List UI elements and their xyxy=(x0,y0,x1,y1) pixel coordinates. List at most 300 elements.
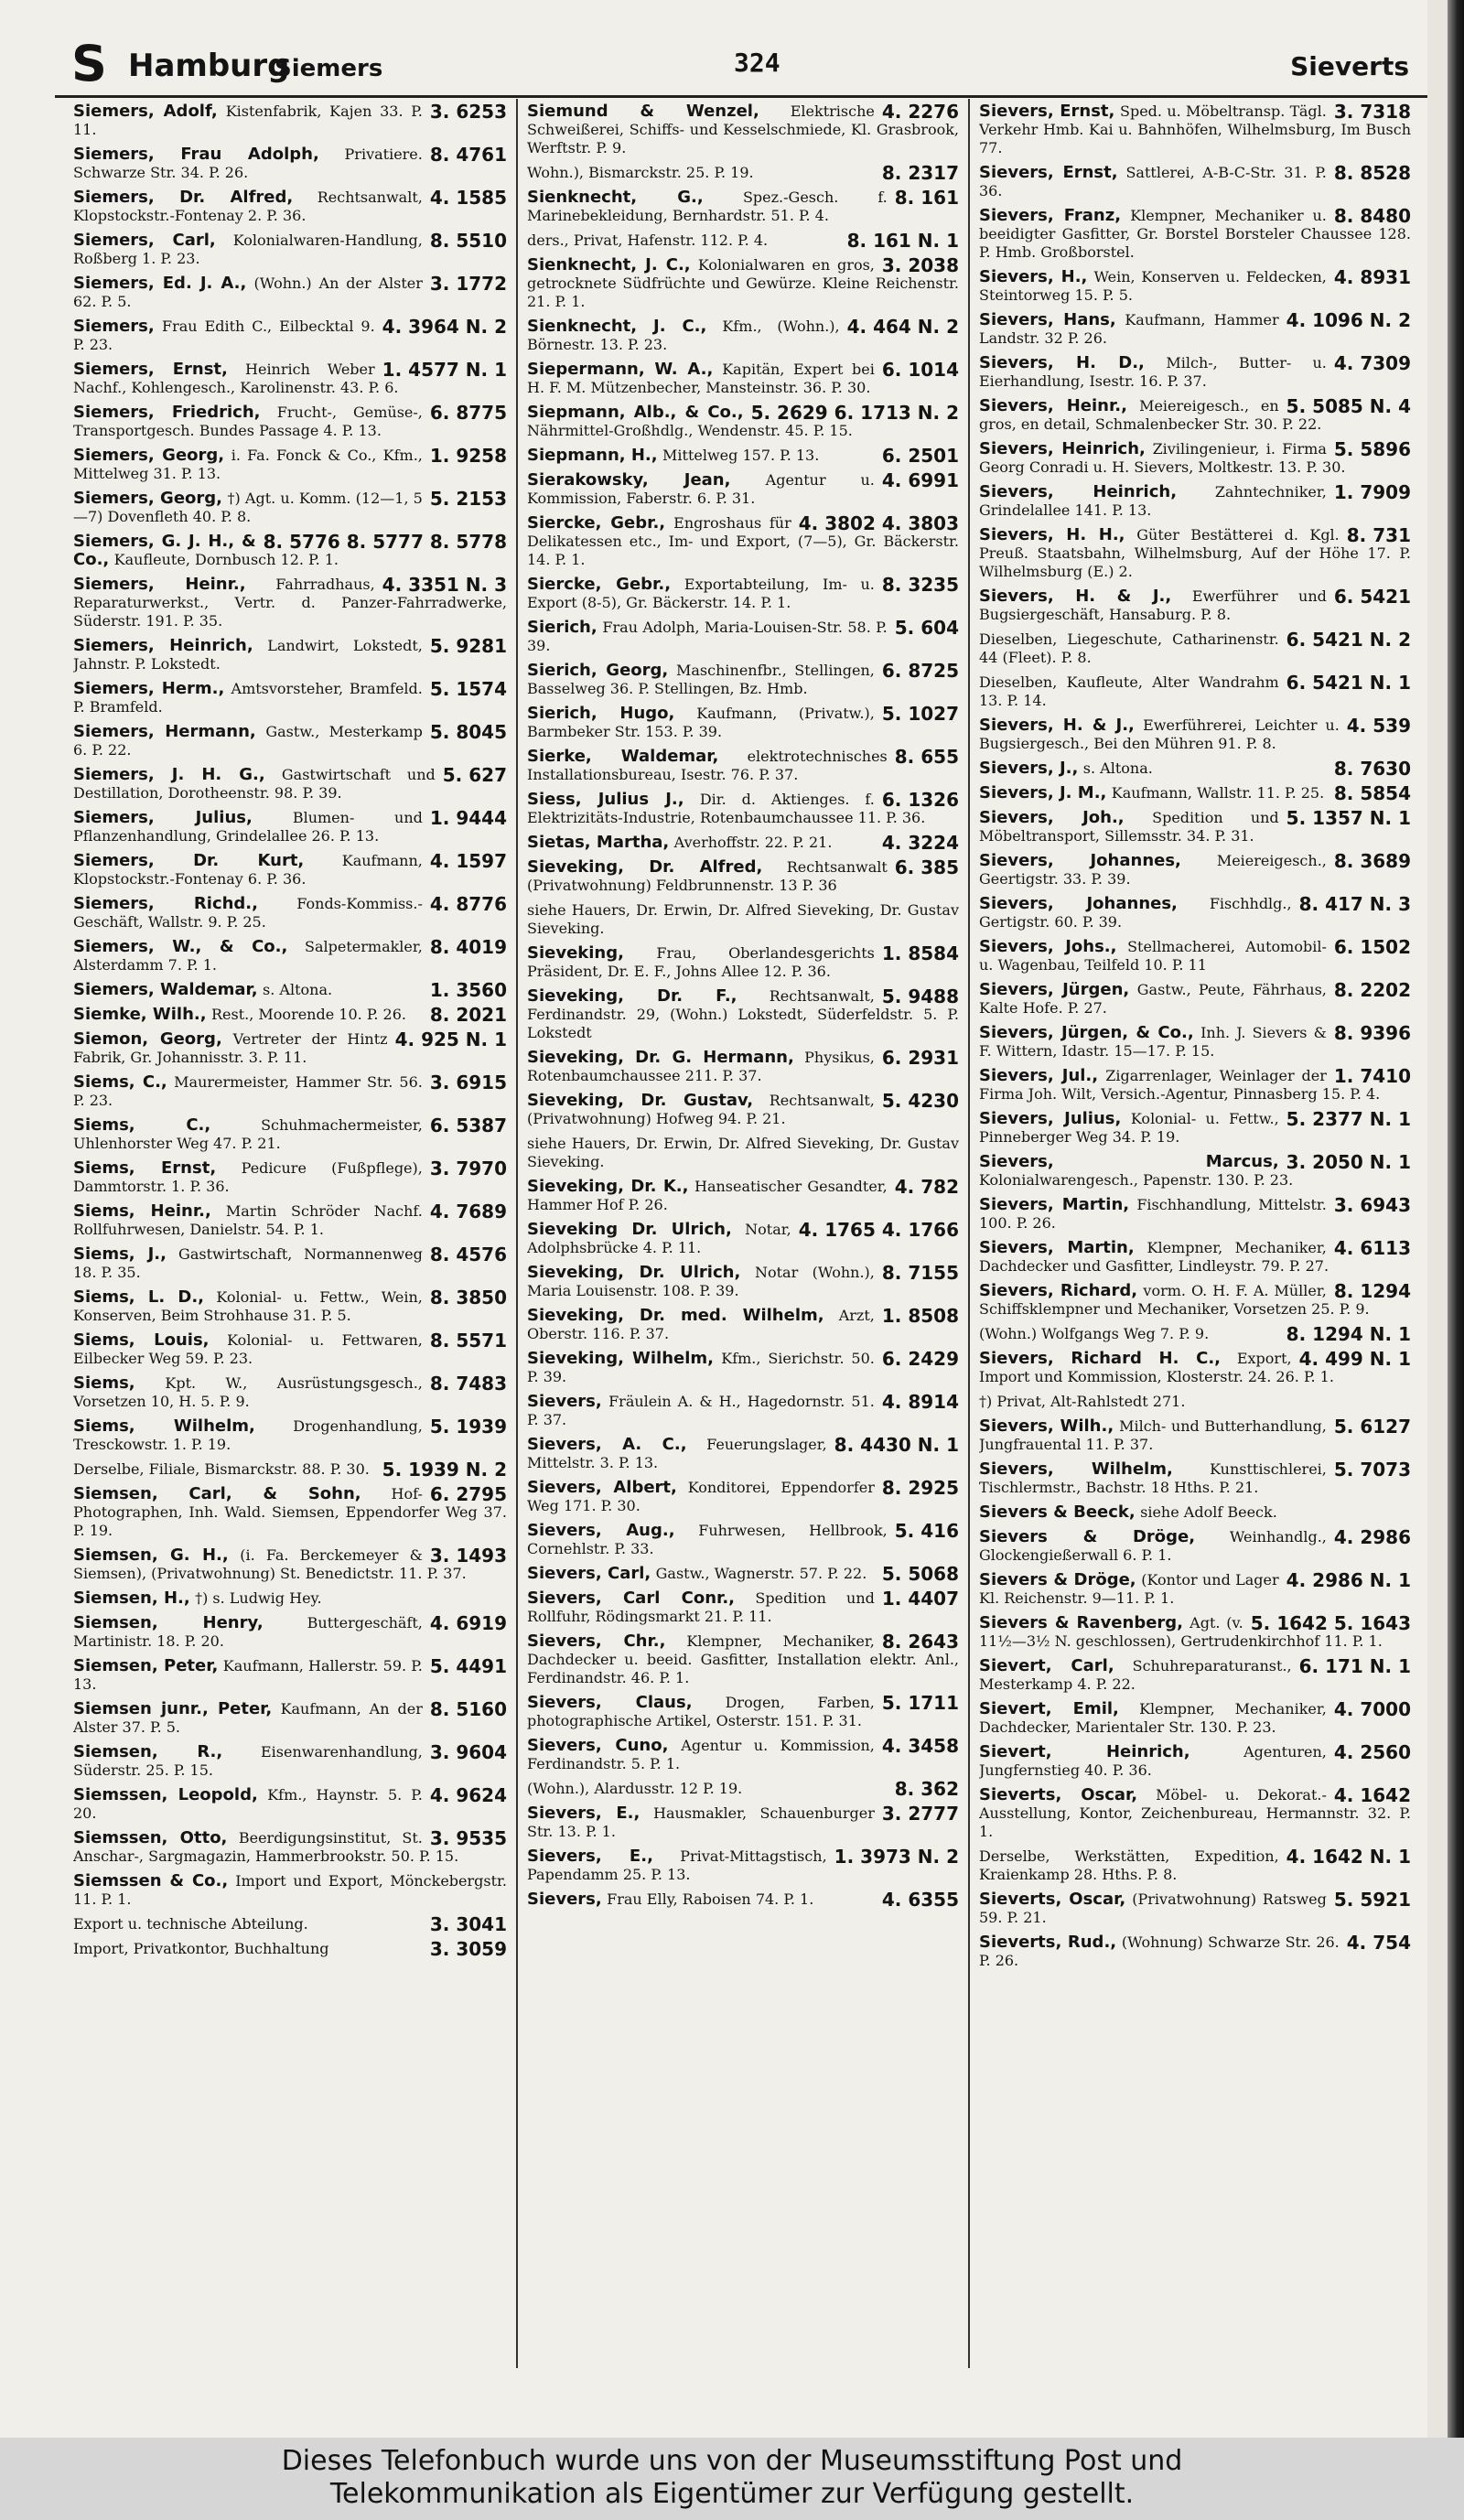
phone-number: 4. 7309 xyxy=(1333,354,1411,374)
entry-description: Fischhandlung, Mittelstr. 100. P. 26. xyxy=(979,1196,1327,1232)
phone-number: 8. 2021 xyxy=(429,1006,507,1024)
directory-entry xyxy=(527,944,959,981)
directory-entry xyxy=(527,1479,959,1515)
phone-number: 5. 627 xyxy=(442,766,507,786)
directory-entry xyxy=(979,716,1411,753)
directory-entry xyxy=(527,1350,959,1386)
directory-entry xyxy=(979,1933,1411,1970)
phone-number: 8. 5776 8. 5777 8. 5778 xyxy=(263,533,507,553)
entry-name: Sieveking, Dr. K., xyxy=(527,1178,689,1196)
entry-description: Meiereigesch., Geertigstr. 33. P. 39. xyxy=(979,852,1327,888)
phone-number: 4. 1642 N. 1 xyxy=(1286,1847,1411,1868)
entry-description: Amtsvorsteher, Bramfeld. P. Bramfeld. xyxy=(73,680,423,716)
phone-number: 5. 6127 xyxy=(1333,1417,1411,1438)
phone-number: 3. 9535 xyxy=(429,1829,507,1849)
phone-number: 4. 2560 xyxy=(1333,1743,1411,1763)
entry-description: Notar (Wohn.), Maria Louisenstr. 108. P. 39. xyxy=(527,1264,875,1299)
entry-name: Siems, xyxy=(73,1374,135,1393)
entry-name: Siemers, Heinrich, xyxy=(73,637,253,655)
directory-entry xyxy=(527,447,959,465)
entry-description: Frau, Oberlandesgerichts Präsident, Dr. E. F., Johns Allee 12. P. 36. xyxy=(527,944,875,980)
directory-entry xyxy=(979,1614,1411,1651)
phone-number: 5. 2629 6. 1713 N. 2 xyxy=(750,404,959,424)
phone-number: 6. 1014 xyxy=(881,361,959,381)
entry-description: Weinhandlg., Glockengießerwall 6. P. 1. xyxy=(979,1528,1327,1564)
directory-entry xyxy=(527,705,959,741)
directory-entry xyxy=(527,1092,959,1128)
phone-number: 4. 1096 N. 2 xyxy=(1286,311,1411,331)
phone-number: 6. 171 N. 1 xyxy=(1298,1657,1411,1677)
entry-name: Siemers, W., & Co., xyxy=(73,938,288,956)
directory-entry xyxy=(73,447,507,483)
phone-number: 1. 4577 N. 1 xyxy=(382,361,507,381)
phone-number: 5. 5896 xyxy=(1333,440,1411,460)
entry-description: Privat-Mittagstisch, Papendamm 25. P. 13. xyxy=(527,1847,827,1883)
entry-name: Sieveking Dr. Ulrich, xyxy=(527,1221,732,1239)
directory-entry xyxy=(527,404,959,440)
phone-number: 8. 731 xyxy=(1346,526,1411,546)
entry-name: Sievers, Martin, xyxy=(979,1239,1135,1257)
phone-number: 8. 7630 xyxy=(1333,759,1411,778)
entry-description: Rest., Moorende 10. P. 26. xyxy=(211,1006,406,1023)
phone-number: 8. 1294 N. 1 xyxy=(1286,1325,1411,1343)
entry-description: Kfm., Haynstr. 5. P. 20. xyxy=(73,1786,423,1822)
entry-name: Sievert, Heinrich, xyxy=(979,1743,1190,1761)
directory-entry xyxy=(979,1743,1411,1780)
phone-number: 8. 5571 xyxy=(429,1331,507,1352)
phone-number: 8. 417 N. 3 xyxy=(1298,895,1411,915)
phone-number: 5. 1027 xyxy=(881,705,959,725)
phone-number: 6. 8725 xyxy=(881,662,959,682)
directory-entry xyxy=(73,1700,507,1737)
directory-entry xyxy=(979,440,1411,477)
entry-description: Fahrradhaus, Reparaturwerkst., Vertr. d. Panzer-Fahrradwerke, Süderstr. 191. P. 35. xyxy=(73,576,507,630)
entry-description: Spedition und Möbeltransport, Sillemsstr. 34. P. 31. xyxy=(979,809,1279,845)
section-letter: S xyxy=(71,35,107,92)
directory-entry xyxy=(527,232,959,250)
entry-name: Siemsen, Henry, xyxy=(73,1614,264,1632)
entry-name: Sieveking, Dr. Alfred, xyxy=(527,858,763,877)
directory-entry xyxy=(527,576,959,612)
directory-entry xyxy=(979,483,1411,520)
directory-entry xyxy=(527,102,959,157)
phone-number: 3. 7318 xyxy=(1333,102,1411,123)
entry-description: Import und Export, Mönckebergstr. 11. P. 1. xyxy=(73,1872,507,1908)
directory-entry xyxy=(73,361,507,397)
directory-entry xyxy=(979,311,1411,348)
entry-description: Kolonial- u. Fettw., Pinneberger Weg 34. P. 19. xyxy=(979,1110,1279,1146)
entry-name: Sievers & Dröge, xyxy=(979,1528,1196,1546)
phone-number: 8. 1294 xyxy=(1333,1282,1411,1302)
directory-entry xyxy=(73,1657,507,1694)
phone-number: 5. 1574 xyxy=(429,680,507,700)
entry-name: Siepmann, Alb., & Co., xyxy=(527,404,744,422)
entry-description: Wein, Konserven u. Feldecken, Steintorweg 15. P. 5. xyxy=(979,268,1327,304)
entry-name: Sierich, xyxy=(527,619,597,637)
entry-description: ders., Privat, Hafenstr. 112. P. 4. xyxy=(527,232,769,249)
entry-name: Sievers, Claus, xyxy=(527,1694,693,1712)
city-name: Hamburg xyxy=(128,48,290,84)
entry-name: Sievers, xyxy=(527,1393,602,1411)
directory-entry xyxy=(73,637,507,673)
phone-number: 6. 1326 xyxy=(881,791,959,811)
phone-number: 6. 2795 xyxy=(429,1485,507,1505)
entry-description: Kaufleute, Dornbusch 12. P. 1. xyxy=(113,551,339,568)
page-header xyxy=(55,37,1427,98)
phone-number: 4. 3964 N. 2 xyxy=(382,318,507,338)
directory-entry xyxy=(73,852,507,888)
entry-name: Sievers, Richard, xyxy=(979,1282,1138,1300)
entry-description: Engroshaus für Delikatessen etc., Im- und Export, (7—5), Gr. Bäckerstr. 14. P. 1. xyxy=(527,514,959,568)
directory-entry xyxy=(73,1417,507,1454)
entry-description: Beerdigungsinstitut, St. Anschar-, Sargmagazin, Hammerbrookstr. 50. P. 15. xyxy=(73,1829,459,1865)
entry-name: Siemsen, Carl, & Sohn, xyxy=(73,1485,361,1503)
entry-description: Martin Schröder Nachf. Rollfuhrwesen, Danielstr. 54. P. 1. xyxy=(73,1202,423,1238)
directory-entry xyxy=(527,1804,959,1841)
entry-description: Hanseatischer Gesandter, Hammer Hof P. 26. xyxy=(527,1178,888,1213)
entry-name: Sievers, Carl, xyxy=(527,1565,651,1583)
entry-description: i. Fa. Fonck & Co., Kfm., Mittelweg 31. P. 13. xyxy=(73,447,423,482)
entry-description: Buttergeschäft, Martinistr. 18. P. 20. xyxy=(73,1614,423,1650)
entry-description: Klempner, Mechaniker, Dachdecker u. beeid. Gasfitter, Installation elektr. Anl., Ferdinandstr. 46. P. 1. xyxy=(527,1632,959,1686)
entry-description: Frucht-, Gemüse-, Transportgesch. Bundes Passage 4. P. 13. xyxy=(73,404,423,439)
entry-description: siehe Hauers, Dr. Erwin, Dr. Alfred Sieveking, Dr. Gustav Sieveking. xyxy=(527,901,959,937)
entry-description: Frau Adolph, Maria-Louisen-Str. 58. P. 39. xyxy=(527,619,888,654)
entry-description: Export u. technische Abteilung. xyxy=(73,1915,308,1933)
phone-number: 8. 655 xyxy=(894,748,959,768)
entry-name: Sievers, Jürgen, xyxy=(979,981,1130,999)
phone-number: 5. 1711 xyxy=(881,1694,959,1714)
entry-description: Sattlerei, A-B-C-Str. 31. P. 36. xyxy=(979,164,1327,199)
phone-number: 3. 3059 xyxy=(429,1940,507,1958)
phone-number: 3. 1493 xyxy=(429,1546,507,1567)
entry-description: Fuhrwesen, Hellbrook, Cornehlstr. P. 33. xyxy=(527,1522,888,1557)
directory-entry xyxy=(73,1589,507,1608)
phone-number: 3. 1772 xyxy=(429,275,507,295)
entry-name: Sievers, Hans, xyxy=(979,311,1116,329)
entry-name: Siemers, Waldemar, xyxy=(73,981,258,999)
directory-column-2 xyxy=(516,99,968,2368)
entry-name: Sievers, Jürgen, & Co., xyxy=(979,1024,1194,1042)
directory-entry xyxy=(979,852,1411,888)
directory-entry xyxy=(73,1374,507,1411)
entry-name: Sievers, Richard H. C., xyxy=(979,1350,1221,1368)
directory-entry xyxy=(979,1282,1411,1319)
directory-entry xyxy=(73,1614,507,1651)
phone-number: 1. 3973 N. 2 xyxy=(834,1847,959,1868)
phone-number: 8. 5854 xyxy=(1333,784,1411,802)
entry-name: Siemers, Georg, xyxy=(73,447,225,465)
entry-name: Siemers, Ed. J. A., xyxy=(73,275,247,293)
directory-entry xyxy=(73,1030,507,1067)
entry-name: Sievers, Wilhelm, xyxy=(979,1460,1173,1479)
phone-number: 6. 2931 xyxy=(881,1049,959,1069)
entry-description: Ewerführerei, Leichter u. Bugsiergesch., Bei den Mühren 91. P. 8. xyxy=(979,716,1340,752)
directory-entry xyxy=(73,895,507,932)
entry-description: Salpetermakler, Alsterdamm 7. P. 1. xyxy=(73,938,423,974)
phone-number: 6. 5421 N. 1 xyxy=(1286,673,1411,694)
directory-entry xyxy=(979,1460,1411,1497)
entry-name: Siems, L. D., xyxy=(73,1288,204,1307)
entry-name: Siemers, Adolf, xyxy=(73,102,218,121)
directory-entry xyxy=(979,526,1411,581)
directory-entry xyxy=(979,981,1411,1018)
entry-name: Siems, Heinr., xyxy=(73,1202,211,1221)
entry-description: Sped. u. Möbeltransp. Tägl. Verkehr Hmb. Kai u. Bahnhöfen, Wilhelmsburg, Im Busch 77. xyxy=(979,102,1411,156)
entry-description: Schuhreparaturanst., Mesterkamp 4. P. 22. xyxy=(979,1657,1292,1693)
directory-entry xyxy=(979,1700,1411,1737)
entry-description: Meiereigesch., en gros, en detail, Schmalenbecker Str. 30. P. 22. xyxy=(979,397,1322,433)
entry-description: Kolonialwaren-Handlung, Roßberg 1. P. 23. xyxy=(73,232,423,267)
phone-number: 1. 9444 xyxy=(429,809,507,829)
entry-name: Sieveking, Dr. Ulrich, xyxy=(527,1264,741,1282)
directory-entry xyxy=(527,1737,959,1773)
entry-name: Sievers, Franz, xyxy=(979,207,1122,225)
phone-number: 3. 6253 xyxy=(429,102,507,123)
entry-description: Spedition und Rollfuhr, Rödingsmarkt 21. P. 11. xyxy=(527,1589,875,1625)
entry-description: Dir. d. Aktienges. f. Elektrizitäts-Industrie, Rotenbaumchaussee 11. P. 36. xyxy=(527,791,926,826)
entry-description: Rechtsanwalt, Klopstockstr.-Fontenay 2. P. 36. xyxy=(73,188,423,224)
phone-number: 5. 604 xyxy=(894,619,959,639)
entry-description: Zahntechniker, Grindelallee 141. P. 13. xyxy=(979,483,1327,519)
phone-number: 4. 782 xyxy=(894,1178,959,1198)
phone-number: 4. 3458 xyxy=(881,1737,959,1757)
directory-entry xyxy=(979,1153,1411,1190)
entry-name: Sieverts, Oscar, xyxy=(979,1890,1126,1909)
entry-description: Fräulein A. & H., Hagedornstr. 51. P. 37. xyxy=(527,1393,875,1428)
entry-name: Sierakowsky, Jean, xyxy=(527,471,731,490)
directory-entry xyxy=(979,809,1411,845)
entry-name: Sievers, Joh., xyxy=(979,809,1125,827)
phone-number: 8. 7483 xyxy=(429,1374,507,1395)
directory-entry xyxy=(527,361,959,397)
entry-description: Mittelweg 157. P. 13. xyxy=(662,447,820,464)
entry-description: Import, Privatkontor, Buchhaltung xyxy=(73,1940,329,1957)
entry-description: Maurermeister, Hammer Str. 56. P. 23. xyxy=(73,1073,423,1109)
entry-description: Rechtsanwalt, Ferdinandstr. 29, (Wohn.) Lokstedt, Süderfeldstr. 5. P. Lokstedt xyxy=(527,987,959,1041)
entry-description: Eisenwarenhandlung, Süderstr. 25. P. 15. xyxy=(73,1743,423,1779)
directory-entry xyxy=(73,1245,507,1282)
entry-description: Hausmakler, Schauenburger Str. 13. P. 1. xyxy=(527,1804,875,1840)
entry-name: Siemsen, G. H., xyxy=(73,1546,229,1565)
entry-name: Sierich, Hugo, xyxy=(527,705,675,723)
phone-number: 8. 9396 xyxy=(1333,1024,1411,1044)
entry-description: Dieselben, Kaufleute, Alter Wandrahm 13. P. 14. xyxy=(979,673,1279,709)
phone-number: 8. 8480 xyxy=(1333,207,1411,227)
directory-columns xyxy=(64,99,1420,2368)
entry-description: Maschinenfbr., Stellingen, Basselweg 36. P. Stellingen, Bz. Hmb. xyxy=(527,662,875,697)
entry-name: Sievert, Carl, xyxy=(979,1657,1114,1675)
phone-number: 4. 3224 xyxy=(881,834,959,852)
entry-name: Siemsen, R., xyxy=(73,1743,223,1761)
directory-entry xyxy=(979,354,1411,391)
entry-name: Siemers, Georg, xyxy=(73,490,223,508)
entry-name: Siemers, Julius, xyxy=(73,809,253,827)
entry-description: s. Altona. xyxy=(263,981,333,998)
directory-entry xyxy=(527,1264,959,1300)
entry-description: (Kontor und Lager Kl. Reichenstr. 9—11. P. 1. xyxy=(979,1571,1279,1607)
directory-entry xyxy=(73,938,507,975)
entry-name: Siemund & Wenzel, xyxy=(527,102,759,121)
phone-number: 6. 385 xyxy=(894,858,959,878)
phone-number: 8. 3689 xyxy=(1333,852,1411,872)
entry-name: Siemsen, Peter, xyxy=(73,1657,219,1675)
entry-description: Fonds-Kommiss.-Geschäft, Wallstr. 9. P. 25. xyxy=(73,895,423,931)
directory-entry xyxy=(527,791,959,827)
directory-entry xyxy=(73,533,507,569)
entry-name: Sievers, Heinrich, xyxy=(979,483,1178,501)
entry-name: Sievers, E., xyxy=(527,1804,640,1823)
directory-entry xyxy=(979,1528,1411,1565)
entry-name: Siercke, Gebr., xyxy=(527,576,672,594)
entry-description: Agentur u. Kommission, Ferdinandstr. 5. P. 1. xyxy=(527,1737,875,1772)
directory-entry xyxy=(527,514,959,569)
entry-description: (Wohn.), Alardusstr. 12 P. 19. xyxy=(527,1780,743,1797)
directory-entry xyxy=(73,981,507,999)
entry-name: Siemers, Ernst, xyxy=(73,361,228,379)
directory-entry xyxy=(979,784,1411,802)
entry-name: Siemke, Wilh., xyxy=(73,1006,207,1024)
entry-name: Sievers, J. M., xyxy=(979,784,1107,802)
phone-number: 6. 2501 xyxy=(881,447,959,465)
directory-entry xyxy=(979,1503,1411,1522)
entry-description: siehe Hauers, Dr. Erwin, Dr. Alfred Sieveking, Dr. Gustav Sieveking. xyxy=(527,1135,959,1170)
entry-name: Siems, Ernst, xyxy=(73,1159,217,1178)
phone-number: 4. 1597 xyxy=(429,852,507,872)
entry-description: siehe Adolf Beeck. xyxy=(1140,1503,1277,1521)
directory-entry xyxy=(73,275,507,311)
phone-number: 4. 8931 xyxy=(1333,268,1411,288)
book-spine-shadow xyxy=(1448,0,1464,2438)
phone-number: 4. 3351 N. 3 xyxy=(382,576,507,596)
archive-footer xyxy=(0,2438,1464,2520)
directory-entry xyxy=(527,662,959,698)
entry-description: Klempner, Mechaniker, Dachdecker und Gasfitter, Lindleystr. 79. P. 27. xyxy=(979,1239,1329,1275)
entry-description: Kfm., Sierichstr. 50. P. 39. xyxy=(527,1350,875,1385)
directory-entry xyxy=(527,1436,959,1472)
phone-number: 3. 6943 xyxy=(1333,1196,1411,1216)
entry-name: Siemssen, Leopold, xyxy=(73,1786,258,1804)
entry-name: Sievers, Johannes, xyxy=(979,895,1178,913)
entry-description: Inh. J. Sievers & F. Wittern, Idastr. 15—17. P. 15. xyxy=(979,1024,1327,1060)
directory-entry xyxy=(979,207,1411,262)
phone-number: 4. 2986 xyxy=(1333,1528,1411,1548)
directory-entry xyxy=(527,1890,959,1909)
directory-entry xyxy=(979,759,1411,778)
phone-number: 1. 8508 xyxy=(881,1307,959,1327)
entry-description: Fischhdlg., Gertigstr. 60. P. 39. xyxy=(979,895,1292,931)
entry-description: Pedicure (Fußpflege), Dammtorstr. 1. P. 36. xyxy=(73,1159,423,1195)
phone-number: 8. 4576 xyxy=(429,1245,507,1265)
phone-number: 5. 9281 xyxy=(429,637,507,657)
phone-number: 1. 8584 xyxy=(881,944,959,964)
entry-name: Sienknecht, G., xyxy=(527,188,704,207)
entry-description: Klempner, Mechaniker u. beeidigter Gasfitter, Gr. Borstel Borsteler Chaussee 128. P. Hmb. Großborstel. xyxy=(979,207,1411,261)
phone-number: 5. 1939 xyxy=(429,1417,507,1438)
entry-name: Siems, Louis, xyxy=(73,1331,210,1350)
entry-name: Siess, Julius J., xyxy=(527,791,684,809)
entry-name: Sievers, Albert, xyxy=(527,1479,677,1497)
entry-description: Notar, Adolphsbrücke 4. P. 11. xyxy=(527,1221,791,1256)
entry-name: Sievert, Emil, xyxy=(979,1700,1119,1718)
directory-entry xyxy=(73,1460,507,1479)
adjacent-page-edge xyxy=(1427,0,1448,2438)
entry-description: Kunsttischlerei, Tischlermstr., Bachstr. 18 Hths. P. 21. xyxy=(979,1460,1327,1496)
entry-description: Agentur u. Kommission, Faberstr. 6. P. 31. xyxy=(527,471,875,507)
directory-entry xyxy=(73,1743,507,1780)
entry-name: Siems, J., xyxy=(73,1245,167,1264)
page-number: 324 xyxy=(734,48,780,78)
phone-number: 4. 6919 xyxy=(429,1614,507,1634)
phone-number: 8. 2317 xyxy=(881,164,959,182)
phone-number: 4. 539 xyxy=(1346,716,1411,737)
entry-description: Spez.-Gesch. f. Marinebekleidung, Bernhardstr. 51. P. 4. xyxy=(527,188,888,224)
phone-number: 8. 4430 N. 1 xyxy=(834,1436,959,1456)
phone-number: 4. 499 N. 1 xyxy=(1298,1350,1411,1370)
entry-name: Sievers & Ravenberg, xyxy=(979,1614,1184,1632)
last-entry-keyword: Sieverts xyxy=(1290,51,1409,81)
directory-entry xyxy=(73,490,507,526)
directory-entry xyxy=(979,164,1411,200)
entry-name: Siems, C., xyxy=(73,1116,211,1135)
directory-entry xyxy=(979,1571,1411,1608)
phone-number: 8. 8528 xyxy=(1333,164,1411,184)
directory-entry xyxy=(527,188,959,225)
phone-number: 4. 754 xyxy=(1346,1933,1411,1954)
first-entry-keyword: Siemers xyxy=(274,55,383,82)
phone-number: 4. 9624 xyxy=(429,1786,507,1806)
entry-name: Sievers & Beeck, xyxy=(979,1503,1136,1522)
entry-name: Sievers & Dröge, xyxy=(979,1571,1136,1589)
entry-name: Sieveking, xyxy=(527,944,624,963)
directory-entry xyxy=(73,576,507,630)
entry-name: Sievers, Carl Conr., xyxy=(527,1589,736,1608)
entry-description: Konditorei, Eppendorfer Weg 171. P. 30. xyxy=(527,1479,875,1514)
phone-number: 8. 161 N. 1 xyxy=(846,232,959,250)
footer-line-1: Dieses Telefonbuch wurde uns von der Museumsstiftung Post und xyxy=(281,2445,1183,2477)
entry-description: Kapitän, Expert bei H. F. M. Mützenbecher, Mansteinstr. 36. P. 30. xyxy=(527,361,875,396)
entry-name: Siems, Wilhelm, xyxy=(73,1417,255,1436)
entry-name: Siemers, Herm., xyxy=(73,680,225,698)
directory-entry xyxy=(527,471,959,508)
phone-number: 8. 362 xyxy=(894,1780,959,1798)
phone-number: 8. 4761 xyxy=(429,145,507,166)
entry-description: Gastw., Wagnerstr. 57. P. 22. xyxy=(655,1565,867,1582)
entry-description: Arzt, Oberstr. 116. P. 37. xyxy=(527,1307,875,1342)
entry-description: Kaufmann, Klopstockstr.-Fontenay 6. P. 36. xyxy=(73,852,423,888)
entry-name: Sievers, H. & J., xyxy=(979,587,1172,606)
directory-entry xyxy=(73,1872,507,1909)
footer-line-2: Telekommunikation als Eigentümer zur Verfügung gestellt. xyxy=(329,2478,1135,2510)
entry-name: Siemon, Georg, xyxy=(73,1030,222,1049)
entry-name: Sievers, E., xyxy=(527,1847,653,1866)
entry-description: Nährmittel-Großhdlg., Wendenstr. 45. P. 15. xyxy=(527,422,853,439)
phone-number: 4. 8914 xyxy=(881,1393,959,1413)
entry-name: Siemers, Richd., xyxy=(73,895,258,913)
entry-description: Kaufmann, An der Alster 37. P. 5. xyxy=(73,1700,423,1736)
entry-name: Siemers, Carl, xyxy=(73,232,216,250)
phone-number: 4. 2276 xyxy=(881,102,959,123)
phone-number: 4. 6355 xyxy=(881,1890,959,1909)
entry-description: Güter Bestätterei d. Kgl. Preuß. Staatsbahn, Wilhelmsburg, Auf der Höhe 17. P. Wilhelmsburg (E.) 2. xyxy=(979,526,1411,580)
entry-name: Sievers, J., xyxy=(979,759,1079,778)
entry-description: (Wohnung) Schwarze Str. 26. P. 26. xyxy=(979,1933,1340,1969)
phone-number: 5. 1642 5. 1643 xyxy=(1250,1614,1411,1634)
phone-number: 8. 161 xyxy=(894,188,959,209)
entry-name: Siemssen, Otto, xyxy=(73,1829,228,1847)
entry-description: Drogenhandlung, Tresckowstr. 1. P. 19. xyxy=(73,1417,423,1453)
directory-entry xyxy=(73,1288,507,1325)
